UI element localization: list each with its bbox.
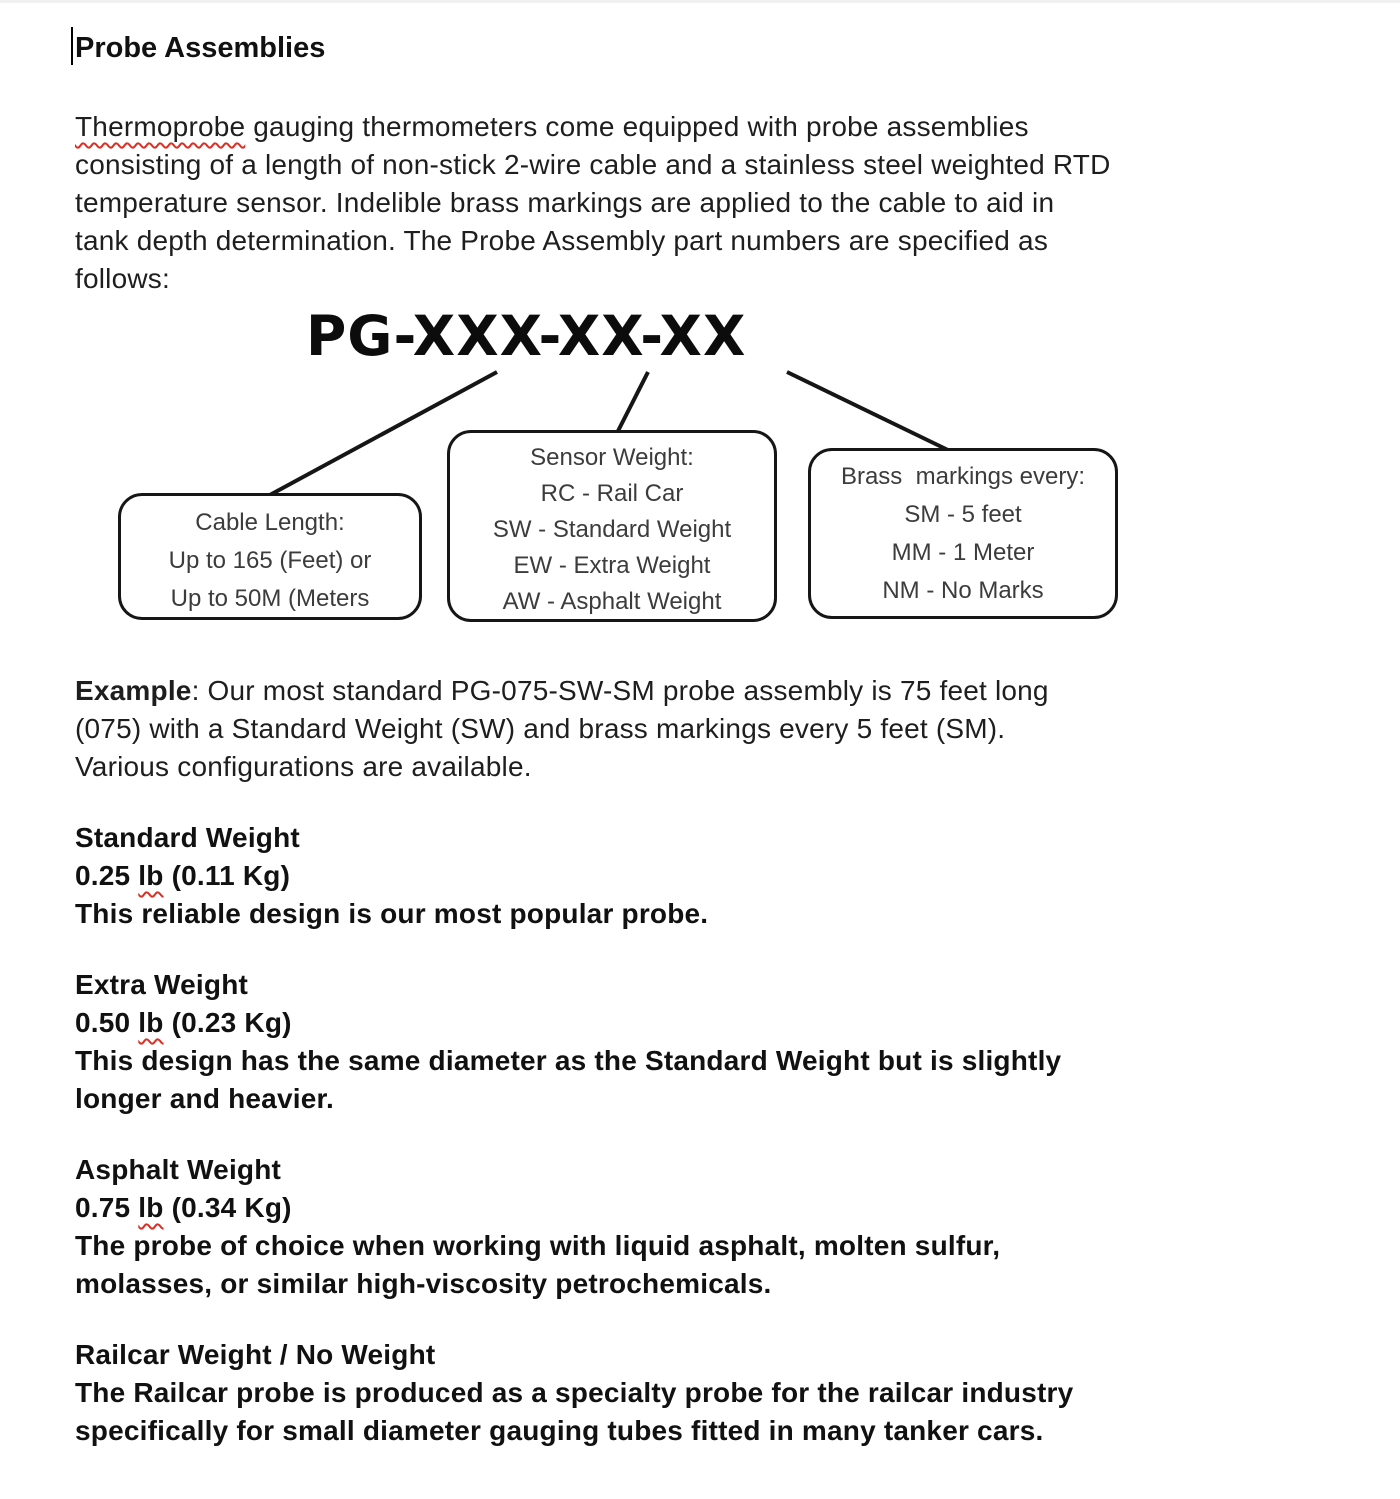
section-railcar-weight	[0, 1336, 1400, 1450]
callout-box-sensor-weight: Sensor Weight: RC - Rail Car SW - Standard Weight EW - Extra Weight AW - Asphalt Weight	[447, 430, 777, 622]
section-heading: Extra Weight	[75, 969, 249, 1000]
section-description: The Railcar probe is produced as a specialty probe for the railcar industry specifically for small diameter gauging tubes fitted in many tanker cars.	[75, 1377, 1074, 1446]
weight-unit: lb	[138, 1007, 164, 1038]
intro-lines: consisting of a length of non-stick 2-wire cable and a stainless steel weighted RTD temperature sensor. Indelible brass markings are applied to the cable to aid in tank depth determination. The Probe Assembly part numbers are specified as follows:	[75, 149, 1111, 294]
intro-line-1	[75, 108, 1400, 146]
part-number-diagram	[0, 300, 1400, 652]
weight-line	[75, 1004, 1400, 1042]
section-extra-weight	[0, 966, 1400, 1118]
section-description: This design has the same diameter as the Standard Weight but is slightly longer and heavier.	[75, 1045, 1062, 1114]
example-line-1	[75, 672, 1400, 710]
weight-unit: lb	[138, 860, 164, 891]
example-label: Example	[75, 675, 192, 706]
connector-line-brass	[787, 372, 950, 451]
connector-line-sensor	[617, 372, 648, 433]
weight-value: 0.25	[75, 860, 131, 891]
section-heading: Standard Weight	[75, 822, 300, 853]
weight-line	[75, 857, 1400, 895]
section-description: The probe of choice when working with liquid asphalt, molten sulfur, molasses, or similar high-viscosity petrochemicals.	[75, 1230, 1001, 1299]
intro-line-1-rest: gauging thermometers come equipped with probe assemblies	[245, 111, 1029, 142]
callout-box-brass-markings: Brass markings every: SM - 5 feet MM - 1 Meter NM - No Marks	[808, 448, 1118, 619]
section-asphalt-weight	[0, 1151, 1400, 1303]
weight-unit: lb	[138, 1192, 164, 1223]
section-standard-weight	[0, 819, 1400, 933]
misspelled-word: Thermoprobe	[75, 111, 246, 142]
section-heading: Railcar Weight / No Weight	[75, 1339, 436, 1370]
weight-value: 0.50	[75, 1007, 131, 1038]
weight-line	[75, 1189, 1400, 1227]
section-heading: Asphalt Weight	[75, 1154, 282, 1185]
example-line-1-rest: : Our most standard PG-075-SW-SM probe assembly is 75 feet long	[191, 675, 1049, 706]
part-number-heading: PG-XXX-XX-XX	[306, 304, 747, 368]
page-title: Probe Assemblies	[75, 32, 326, 64]
window-edge	[0, 0, 1400, 3]
weight-metric: (0.34 Kg)	[171, 1192, 292, 1223]
callout-box-cable-length: Cable Length: Up to 165 (Feet) or Up to 50M (Meters	[118, 493, 422, 620]
weight-metric: (0.11 Kg)	[171, 860, 291, 891]
text-caret	[71, 27, 73, 65]
weight-value: 0.75	[75, 1192, 131, 1223]
example-paragraph	[0, 672, 1400, 786]
weight-metric: (0.23 Kg)	[171, 1007, 292, 1038]
example-line-3: Various configurations are available.	[75, 751, 532, 782]
intro-paragraph	[0, 108, 1400, 298]
example-line-2: (075) with a Standard Weight (SW) and brass markings every 5 feet (SM).	[75, 713, 1006, 744]
section-description: This reliable design is our most popular probe.	[75, 898, 709, 929]
